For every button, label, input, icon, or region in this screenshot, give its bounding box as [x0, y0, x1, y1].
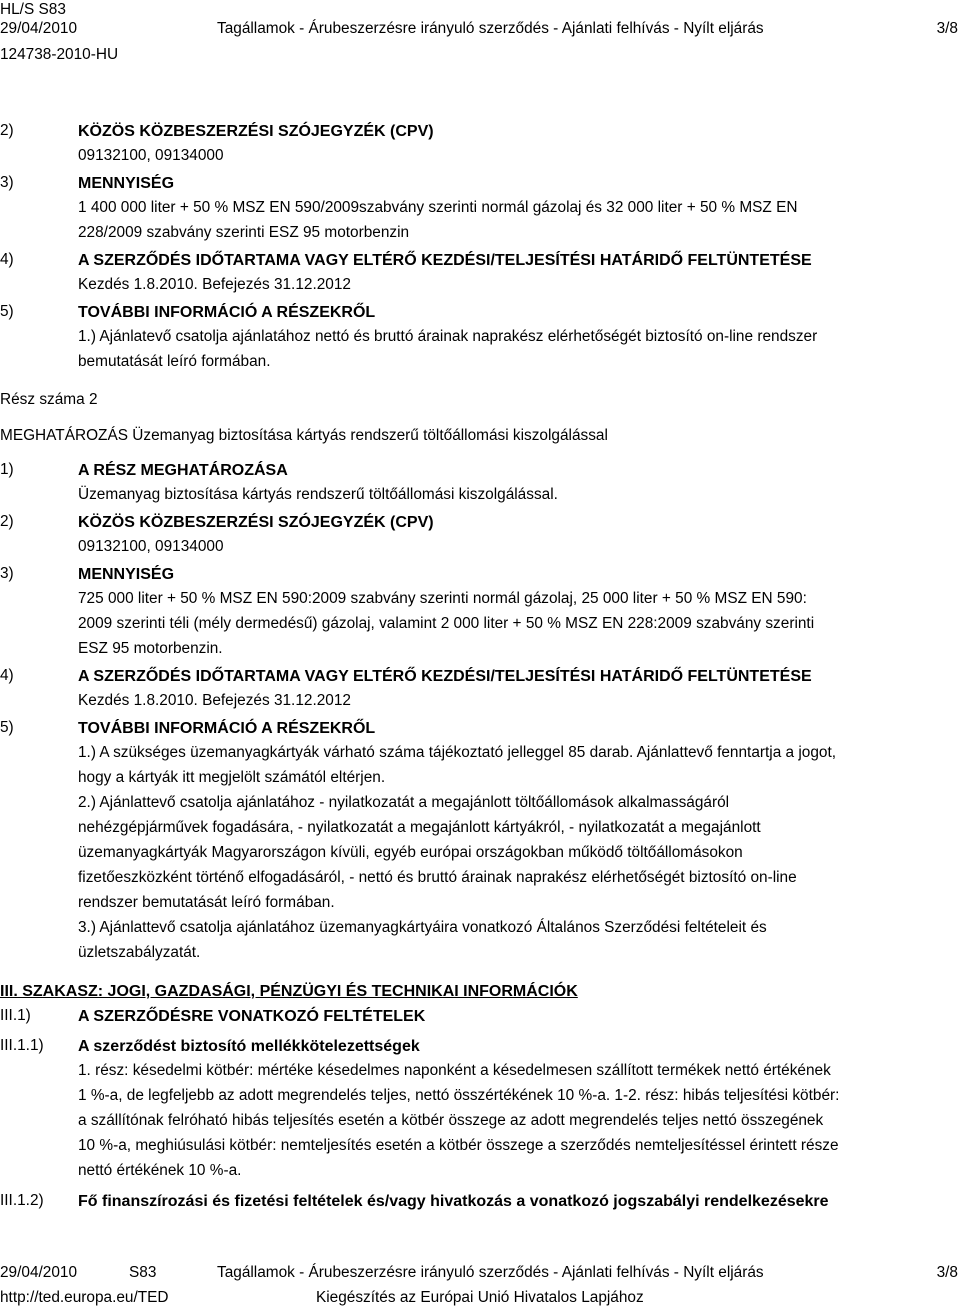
text-line: fizetőeszközként történő elfogadásáról, - nettó és bruttó árainak naprakész elérhetőségét biztosító on-line: [78, 869, 797, 886]
item-heading: A SZERZŐDÉS IDŐTARTAMA VAGY ELTÉRŐ KEZDÉSI/TELJESÍTÉSI HATÁRIDŐ FELTÜNTETÉSE: [78, 252, 812, 269]
item-number: III.1.1): [0, 1037, 44, 1054]
part2-cpv: [0, 512, 950, 559]
section3-sub1: [0, 1006, 950, 1028]
text-line: 1.) Ajánlatevő csatolja ajánlatához nettó és bruttó árainak naprakész elérhetőségét biztosító on-line rendszer: [78, 328, 818, 345]
info-text: [78, 740, 950, 965]
section3-content: [0, 1006, 950, 1218]
item-number: 2): [0, 122, 14, 139]
cpv-codes: 09132100, 09134000: [78, 538, 224, 555]
header-date: 29/04/2010: [0, 20, 78, 37]
part2-section: [0, 460, 950, 970]
part2-duration: [0, 666, 950, 713]
duration-text: Kezdés 1.8.2010. Befejezés 31.12.2012: [78, 692, 351, 709]
item-number: III.1): [0, 1007, 31, 1024]
text-line: 228/2009 szabvány szerinti ESZ 95 motorbenzin: [78, 224, 410, 241]
footer-publisher: Kiegészítés az Európai Unió Hivatalos Lapjához: [316, 1289, 644, 1306]
part2-quantity: [0, 564, 950, 661]
info-text: [78, 324, 950, 374]
item-heading: MENNYISÉG: [78, 175, 175, 192]
footer-series: S83: [129, 1264, 157, 1281]
item-heading: KÖZÖS KÖZBESZERZÉSI SZÓJEGYZÉK (CPV): [78, 123, 434, 140]
item-number: 2): [0, 513, 14, 530]
guarantee-text: [78, 1058, 950, 1183]
text-line: 1. rész: késedelmi kötbér: mértéke késedelmes naponként a késedelmesen szállított termékek nettó értékének: [78, 1062, 831, 1079]
item-heading: Fő finanszírozási és fizetési feltételek és/vagy hivatkozás a vonatkozó jogszabályi rendelkezésekre: [78, 1193, 829, 1210]
text-line: 1 400 000 liter + 50 % MSZ EN 590/2009szabvány szerinti normál gázolaj és 32 000 liter + 50 % MSZ EN: [78, 199, 798, 216]
text-line: üzletszabályzatát.: [78, 944, 201, 961]
text-line: 10 %-a, meghiúsulási kötbér: nemteljesítés esetén a kötbér összege a szerződés nemteljesítéssel érintett része: [78, 1137, 839, 1154]
item-number: III.1.2): [0, 1192, 44, 1209]
cpv-codes: 09132100, 09134000: [78, 147, 224, 164]
header-document-id: 124738-2010-HU: [0, 46, 119, 63]
text-line: 2009 szerinti téli (mély dermedésű) gázolaj, valamint 2 000 liter + 50 % MSZ EN 228:2009 szabvány szerinti: [78, 615, 815, 632]
footer-page-number: 3/8: [936, 1264, 958, 1281]
item-heading: KÖZÖS KÖZBESZERZÉSI SZÓJEGYZÉK (CPV): [78, 514, 434, 531]
part1-section: [0, 121, 950, 379]
footer-title: Tagállamok - Árubeszerzésre irányuló szerződés - Ajánlati felhívás - Nyílt eljárás: [217, 1264, 764, 1281]
part2-additional-info: [0, 718, 950, 965]
text-line: hogy a kártyák itt megjelölt számától eltérjen.: [78, 769, 386, 786]
item-number: 5): [0, 303, 14, 320]
item-heading: A RÉSZ MEGHATÁROZÁSA: [78, 462, 288, 479]
part1-quantity: [0, 173, 950, 245]
footer-url-link[interactable]: http://ted.europa.eu/TED: [0, 1289, 169, 1306]
item-number: 4): [0, 667, 14, 684]
item-number: 3): [0, 565, 14, 582]
text-line: a szállítónak felróható hibás teljesítés esetén a kötbér összege az adott megrendelés teljes nettó összegének: [78, 1112, 824, 1129]
part2-definition: [0, 460, 950, 507]
text-line: nettó értékének 10 %-a.: [78, 1162, 242, 1179]
section-title: III. SZAKASZ: JOGI, GAZDASÁGI, PÉNZÜGYI ÉS TECHNIKAI INFORMÁCIÓK: [0, 983, 578, 1000]
section3-sub11: [0, 1036, 950, 1183]
item-heading: TOVÁBBI INFORMÁCIÓ A RÉSZEKRŐL: [78, 720, 376, 737]
part1-cpv: [0, 121, 950, 168]
section3-sub12: [0, 1191, 950, 1213]
text-line: nehézgépjárművek fogadására, - nyilatkozatát a megajánlott kártyákról, - nyilatkozatát a megajánlott: [78, 819, 761, 836]
text-line: 3.) Ajánlattevő csatolja ajánlatához üzemanyagkártyáira vonatkozó Általános Szerződési feltételeit és: [78, 919, 767, 936]
text-line: 2.) Ajánlattevő csatolja ajánlatához - nyilatkozatát a megajánlott töltőállomások alkalmasságáról: [78, 794, 730, 811]
item-heading: A SZERZŐDÉSRE VONATKOZÓ FELTÉTELEK: [78, 1008, 426, 1025]
quantity-text: [78, 195, 950, 245]
text-line: 1 %-a, de legfeljebb az adott megrendelés teljes, nettó összértékének 10 %-a. 1-2. rész: hibás teljesítési kötbér:: [78, 1087, 840, 1104]
item-heading: TOVÁBBI INFORMÁCIÓ A RÉSZEKRŐL: [78, 304, 376, 321]
part1-additional-info: [0, 302, 950, 374]
text-line: üzemanyagkártyák Magyarországon kívüli, egyéb európai országokban működő töltőállomásokon: [78, 844, 743, 861]
text-line: ESZ 95 motorbenzin.: [78, 640, 223, 657]
item-number: 5): [0, 719, 14, 736]
item-number: 3): [0, 174, 14, 191]
item-number: 4): [0, 251, 14, 268]
header-title: Tagállamok - Árubeszerzésre irányuló szerződés - Ajánlati felhívás - Nyílt eljárás: [217, 20, 764, 37]
header-series: HL/S S83: [0, 1, 66, 18]
part-number-label: Rész száma 2: [0, 391, 98, 408]
definition-text: Üzemanyag biztosítása kártyás rendszerű töltőállomási kiszolgálással.: [78, 486, 558, 503]
item-heading: A szerződést biztosító mellékkötelezettségek: [78, 1038, 420, 1055]
item-number: 1): [0, 461, 14, 478]
item-heading: A SZERZŐDÉS IDŐTARTAMA VAGY ELTÉRŐ KEZDÉSI/TELJESÍTÉSI HATÁRIDŐ FELTÜNTETÉSE: [78, 668, 812, 685]
quantity-text: [78, 586, 950, 661]
header-page-number: 3/8: [936, 20, 958, 37]
part1-duration: [0, 250, 950, 297]
duration-text: Kezdés 1.8.2010. Befejezés 31.12.2012: [78, 276, 351, 293]
part-definition: MEGHATÁROZÁS Üzemanyag biztosítása kártyás rendszerű töltőállomási kiszolgálással: [0, 427, 608, 444]
text-line: bemutatását leíró formában.: [78, 353, 271, 370]
text-line: 725 000 liter + 50 % MSZ EN 590:2009 szabvány szerinti normál gázolaj, 25 000 liter + 50 % MSZ EN 590:: [78, 590, 807, 607]
text-line: 1.) A szükséges üzemanyagkártyák várható száma tájékoztató jelleggel 85 darab. Ajánlattevő fenntartja a jogot,: [78, 744, 837, 761]
footer-date: 29/04/2010: [0, 1264, 78, 1281]
text-line: rendszer bemutatását leíró formában.: [78, 894, 335, 911]
item-heading: MENNYISÉG: [78, 566, 175, 583]
